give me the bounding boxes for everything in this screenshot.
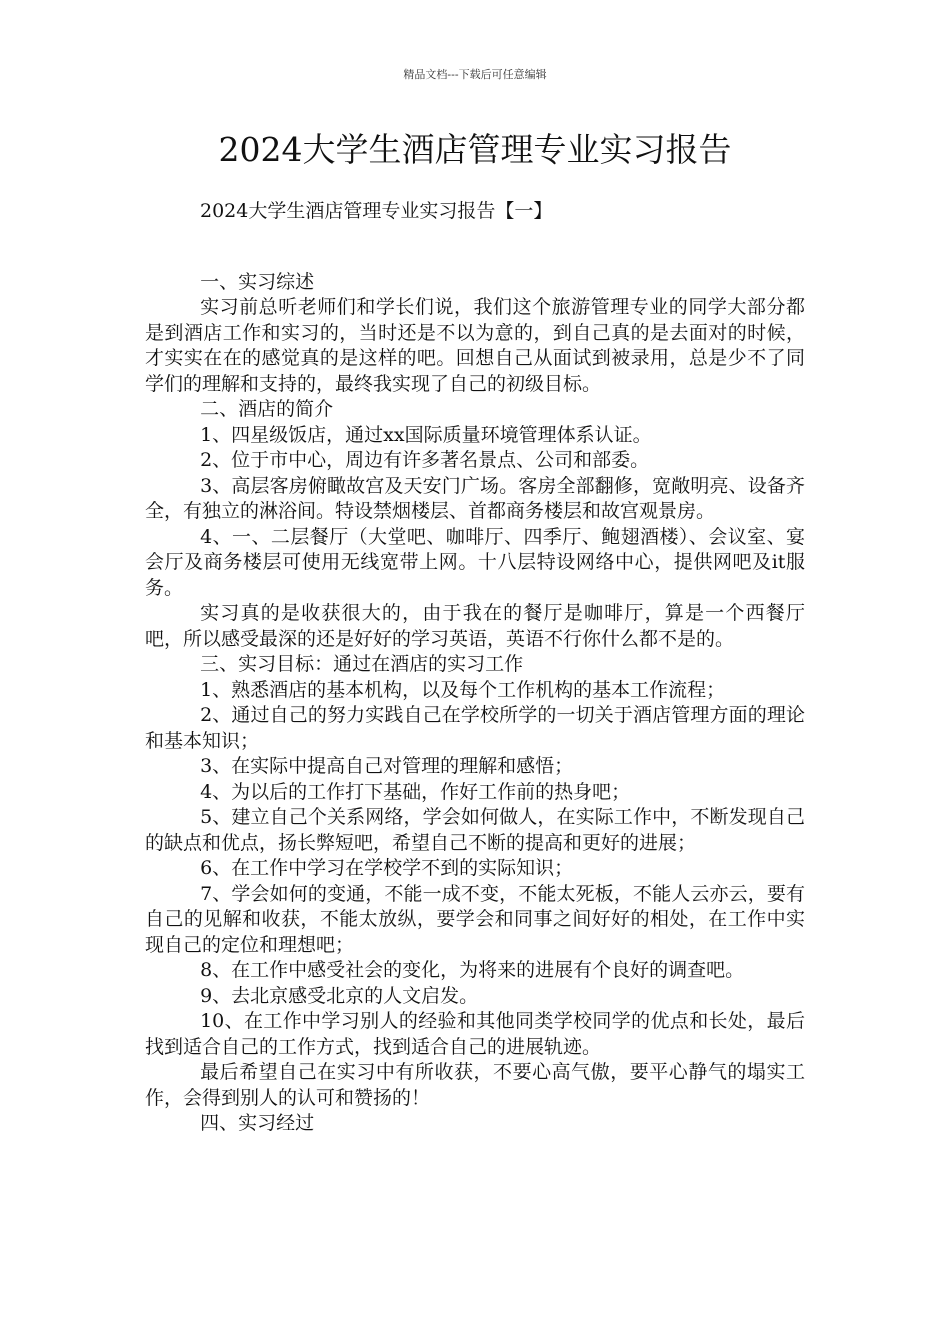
list-item: 2、通过自己的努力实践自己在学校所学的一切关于酒店管理方面的理论和基本知识； bbox=[145, 704, 805, 752]
section-heading-goals: 三、实习目标：通过在酒店的实习工作 bbox=[200, 653, 524, 675]
section-heading-overview: 一、实习综述 bbox=[200, 270, 315, 293]
body-paragraph: 实习真的是收获很大的，由于我在的餐厅是咖啡厅，算是一个西餐厅吧，所以感受最深的还是好好的学习英语，英语不行你什么都不是的。 bbox=[145, 602, 805, 650]
document-title: 2024大学生酒店管理专业实习报告 bbox=[218, 130, 732, 169]
list-item: 3、在实际中提高自己对管理的理解和感悟； bbox=[200, 755, 574, 777]
blank-line bbox=[145, 244, 805, 270]
section-heading-hotel-intro: 二、酒店的简介 bbox=[200, 398, 334, 420]
body-paragraph: 最后希望自己在实习中有所收获，不要心高气傲，要平心静气的塌实工作，会得到别人的认可和赞扬的！ bbox=[145, 1061, 805, 1109]
page-header-note: 精品文档---下载后可任意编辑 bbox=[403, 68, 547, 81]
list-item: 4、一、二层餐厅（大堂吧、咖啡厅、四季厅、鲍翅酒楼）、会议室、宴会厅及商务楼层可使用无线宽带上网。十八层特设网络中心，提供网吧及it服务。 bbox=[145, 525, 805, 599]
list-item: 7、学会如何的变通，不能一成不变，不能太死板，不能人云亦云，要有自己的见解和收获，不能太放纵，要学会和同事之间好好的相处，在工作中实现自己的定位和理想吧； bbox=[145, 882, 805, 956]
list-item: 8、在工作中感受社会的变化，为将来的进展有个良好的调查吧。 bbox=[200, 959, 745, 981]
document-subtitle: 2024大学生酒店管理专业实习报告【一】 bbox=[200, 200, 553, 222]
list-item: 6、在工作中学习在学校学不到的实际知识； bbox=[200, 857, 574, 879]
list-item: 3、高层客房俯瞰故宫及天安门广场。客房全部翻修，宽敞明亮、设备齐全，有独立的淋浴间。特设禁烟楼层、首都商务楼层和故宫观景房。 bbox=[145, 474, 805, 522]
section-heading-process: 四、实习经过 bbox=[200, 1112, 315, 1134]
body-paragraph: 实习前总听老师们和学长们说，我们这个旅游管理专业的同学大部分都是到酒店工作和实习的，当时还是不以为意的，到自己真的是去面对的时候，才实实在在的感觉真的是这样的吧。回想自己从面试到被录用，总是少不了同学们的理解和支持的，最终我实现了自己的初级目标。 bbox=[145, 296, 805, 395]
list-item: 4、为以后的工作打下基础，作好工作前的热身吧； bbox=[200, 780, 631, 803]
document-body bbox=[145, 244, 805, 1137]
list-item: 9、去北京感受北京的人文启发。 bbox=[200, 984, 479, 1007]
list-item: 5、建立自己个关系网络，学会如何做人，在实际工作中，不断发现自己的缺点和优点，扬长弊短吧，希望自己不断的提高和更好的进展； bbox=[145, 806, 805, 854]
list-item: 10、在工作中学习别人的经验和其他同类学校同学的优点和长处，最后找到适合自己的工作方式，找到适合自己的进展轨迹。 bbox=[145, 1010, 805, 1058]
list-item: 1、四星级饭店，通过xx国际质量环境管理体系认证。 bbox=[200, 423, 652, 446]
list-item: 1、熟悉酒店的基本机构，以及每个工作机构的基本工作流程； bbox=[200, 678, 726, 701]
list-item: 2、位于市中心，周边有许多著名景点、公司和部委。 bbox=[200, 449, 650, 471]
